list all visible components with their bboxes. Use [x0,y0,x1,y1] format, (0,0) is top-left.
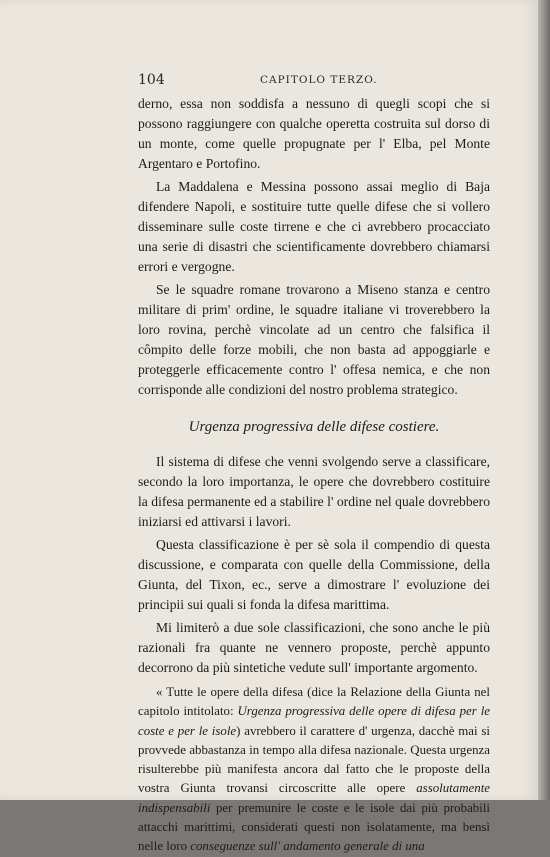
paragraph-limitero: Mi limiterò a due sole classificazioni, che sono anche le più razionali fra quante ne vennero proposte, perchè appunto decorrono da più sintetiche vedute sull' importante argomento. [138,620,490,675]
quote-italic-chapter-title: Urgenza progressiva delle opere di difesa per le coste e per le isole [138,704,490,738]
body-text [138,94,490,857]
quote-text-1: « Tutte le opere della difesa (dice la Relazione della Giunta nel capitolo intitolato: [138,685,490,719]
paragraph-squadre: Se le squadre romane trovarono a Miseno stanza e centro militare di prim' ordine, le squadre italiane vi troverebbero la loro rovina, perchè vincolate ad un centro che falsifica il cômpito delle forze mobili, che non basta ad appoggiarle e proteggerle efficacemente contro l' offesa nemica, e che non corrisponde alle condizioni del nostro problema strategico. [138,282,490,397]
page-header [138,72,490,92]
quote-text-2: ) avrebbero il carattere d' urgenza, dacchè mai si provvede abbastanza in tempo alla difesa nazionale. Questa urgenza risulterebbe più manifesta ancora dal fatto che le proposte della vostra Giunta trovansi circoscritte alle opere [138,723,490,796]
quote-text-3: per premunire le coste e le isole dai più probabili attacchi marittimi, considerati questi non isolatamente, ma bensì nelle loro [138,800,490,854]
section-heading: Urgenza progressiva delle difese costiere. [188,419,440,435]
paragraph-maddalena: La Maddalena e Messina possono assai meglio di Baja difendere Napoli, e sostituire tutte quelle difese che si vollero disseminare sulle coste tirrene e che ci avrebbero procacciato una serie di disastri che scientificamente dovrebbero chiamarsi errori e vergogne. [138,179,490,274]
page-edge [538,0,550,800]
running-head: CAPITOLO TERZO. [260,74,378,86]
page-number: 104 [138,72,165,88]
quote-italic-indispensabili: assolutamente indispensabili [138,781,490,815]
quote-paragraph [138,683,490,857]
paragraph-continuation: derno, essa non soddisfa a nessuno di quegli scopi che si possono raggiungere con qualche operetta costruita sul dorso di un monte, come quelle propugnate per l' Elba, pel Monte Argentaro e Portofino. [138,96,490,171]
paragraph-sistema: Il sistema di difese che venni svolgendo serve a classificare, secondo la loro importanza, le opere che dovrebbero costituire la difesa permanente ed a stabilire l' ordine nel quale dovrebbero iniziarsi ed attivarsi i lavori. [138,454,490,529]
quote-italic-conseguenze: conseguenze sull' andamento generale di una [190,839,425,854]
paragraph-classificazione: Questa classificazione è per sè sola il compendio di questa discussione, e comparata con quelle della Commissione, della Giunta, del Tixon, ec., serve a dimostrare l' evoluzione dei principii sui quali si fonda la difesa marittima. [138,537,490,612]
